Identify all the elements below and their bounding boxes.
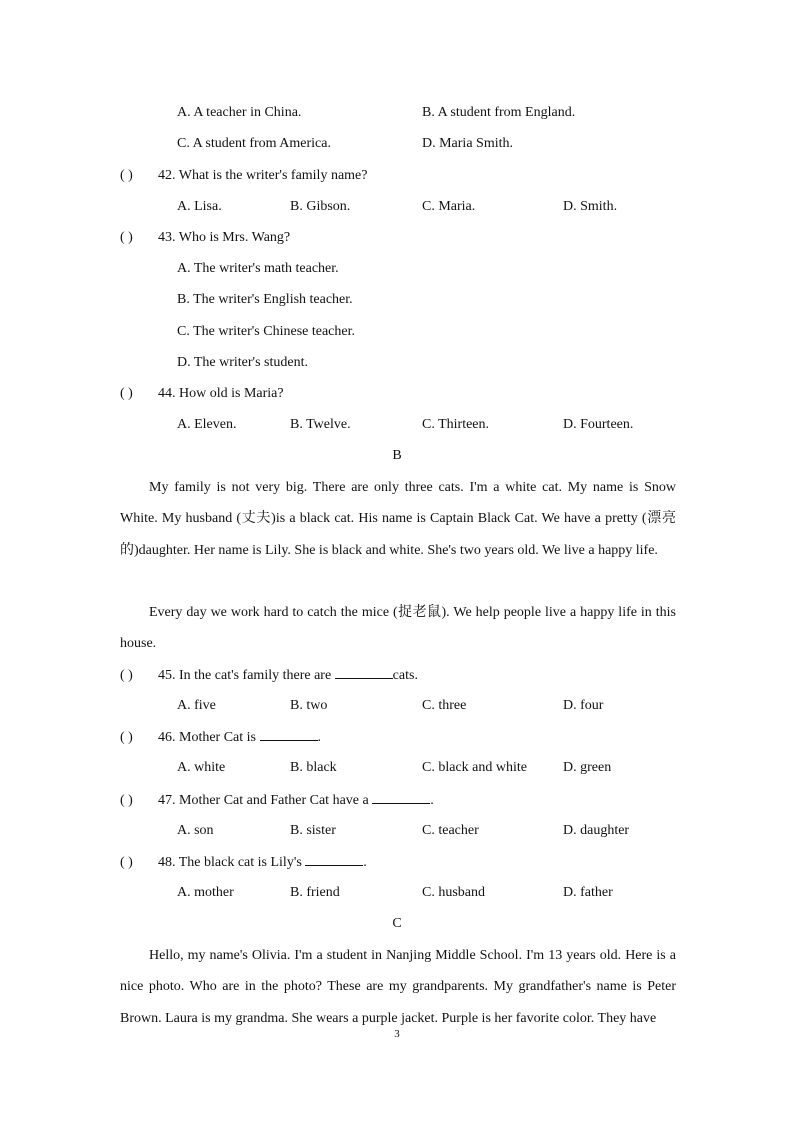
- q41-option-c: C. A student from America.: [177, 136, 331, 151]
- question-stem-end: .: [430, 793, 434, 808]
- paragraph-text: My family is not very big. There are only three cats. I'm a white cat. My name is Snow White. My husband (丈夫)is a black cat. His name is Captain Black Cat. We have a pretty (漂亮的)daughter. Her name is Lily. She is black and white. She's two years old. We live a happy life.: [120, 480, 676, 558]
- section-c-heading: C: [392, 916, 402, 931]
- fill-blank: [335, 666, 393, 679]
- q45-option-a: A. five: [177, 698, 216, 713]
- answer-paren: ( ): [120, 730, 133, 745]
- q42-option-c: C. Maria.: [422, 199, 476, 214]
- question-48: [120, 853, 367, 872]
- q47-option-b: B. sister: [290, 823, 336, 838]
- section-b-heading: B: [392, 448, 402, 463]
- q48-option-b: B. friend: [290, 885, 340, 900]
- question-stem: 46. Mother Cat is: [158, 730, 260, 745]
- answer-paren: ( ): [120, 855, 133, 870]
- q43-option-c: C. The writer's Chinese teacher.: [177, 324, 355, 339]
- q47-option-c: C. teacher: [422, 823, 479, 838]
- q46-option-d: D. green: [563, 760, 612, 775]
- section-b-paragraph-2: [120, 597, 676, 660]
- answer-paren: ( ): [120, 386, 133, 401]
- question-stem: 43. Who is Mrs. Wang?: [158, 230, 291, 245]
- q42-option-d: D. Smith.: [563, 199, 618, 214]
- q43-option-d: D. The writer's student.: [177, 355, 308, 370]
- answer-paren: ( ): [120, 168, 133, 183]
- question-45: [120, 666, 418, 685]
- q48-option-d: D. father: [563, 885, 613, 900]
- q45-option-c: C. three: [422, 698, 467, 713]
- paragraph-text: Hello, my name's Olivia. I'm a student in Nanjing Middle School. I'm 13 years old. Here is a nice photo. Who are in the photo? These are my grandparents. My grandfather's name is Peter Brown. Laura is my grandma. She wears a purple jacket. Purple is her favorite color. They have: [120, 948, 676, 1026]
- q43-option-b: B. The writer's English teacher.: [177, 292, 353, 307]
- question-47: [120, 791, 434, 810]
- question-stem-end: .: [363, 855, 367, 870]
- page-number: 3: [394, 1028, 400, 1040]
- question-stem: 45. In the cat's family there are: [158, 668, 335, 683]
- q47-option-d: D. daughter: [563, 823, 630, 838]
- fill-blank: [372, 791, 430, 804]
- paragraph-text: Every day we work hard to catch the mice (捉老鼠). We help people live a happy life in this house.: [120, 605, 676, 652]
- answer-paren: ( ): [120, 793, 133, 808]
- question-stem-end: cats.: [392, 668, 418, 683]
- q47-option-a: A. son: [177, 823, 214, 838]
- q42-option-a: A. Lisa.: [177, 199, 222, 214]
- q44-option-d: D. Fourteen.: [563, 417, 634, 432]
- question-43: [120, 229, 290, 247]
- q45-option-d: D. four: [563, 698, 604, 713]
- fill-blank: [305, 853, 363, 866]
- section-c-paragraph-1: [120, 940, 676, 1034]
- question-stem: 47. Mother Cat and Father Cat have a: [158, 793, 373, 808]
- question-42: [120, 167, 367, 185]
- question-stem: 42. What is the writer's family name?: [158, 168, 368, 183]
- question-stem-end: .: [317, 730, 321, 745]
- q41-option-b: B. A student from England.: [422, 105, 576, 120]
- q44-option-c: C. Thirteen.: [422, 417, 490, 432]
- q46-option-a: A. white: [177, 760, 226, 775]
- question-44: [120, 385, 284, 403]
- q46-option-c: C. black and white: [422, 760, 527, 775]
- question-46: [120, 728, 321, 747]
- q41-option-d: D. Maria Smith.: [422, 136, 513, 151]
- q44-option-a: A. Eleven.: [177, 417, 237, 432]
- answer-paren: ( ): [120, 230, 133, 245]
- section-b-paragraph-1: [120, 472, 676, 566]
- question-stem: 48. The black cat is Lily's: [158, 855, 306, 870]
- q42-option-b: B. Gibson.: [290, 199, 351, 214]
- q48-option-c: C. husband: [422, 885, 485, 900]
- question-stem: 44. How old is Maria?: [158, 386, 284, 401]
- q46-option-b: B. black: [290, 760, 337, 775]
- q45-option-b: B. two: [290, 698, 328, 713]
- q43-option-a: A. The writer's math teacher.: [177, 261, 339, 276]
- answer-paren: ( ): [120, 668, 133, 683]
- q41-option-a: A. A teacher in China.: [177, 105, 302, 120]
- fill-blank: [260, 728, 318, 741]
- q44-option-b: B. Twelve.: [290, 417, 351, 432]
- q48-option-a: A. mother: [177, 885, 234, 900]
